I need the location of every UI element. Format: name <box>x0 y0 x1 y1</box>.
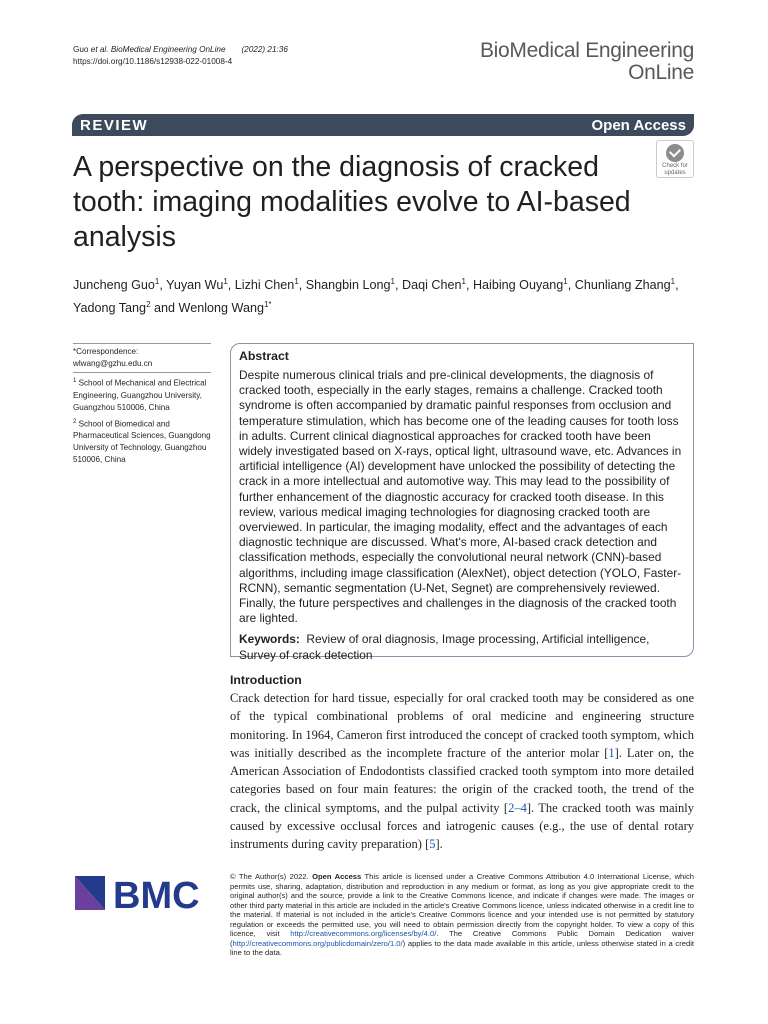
crossmark-icon <box>666 144 684 162</box>
author-affiliation-marker: 1 <box>563 277 568 286</box>
author-affiliation-marker: 1 <box>390 277 395 286</box>
citation-et-al: et al. <box>90 45 109 54</box>
reference-link[interactable]: 1 <box>608 745 615 760</box>
sidebar-divider <box>73 372 211 373</box>
journal-brand <box>480 40 694 84</box>
introduction-heading: Introduction <box>230 673 302 687</box>
check-for-updates-button[interactable] <box>656 140 694 178</box>
abstract-heading: Abstract <box>239 349 289 363</box>
author-name: Haibing Ouyang <box>472 278 564 293</box>
abstract-text: Despite numerous clinical trials and pre-clinical developments, the diagnosis of cracked tooth, especially in the early stages, remains a challenge. Cracked tooth syndrome is often accompanied by dramatic painful responses from occlusion and temperature stimulation, which has become one of the leading causes for tooth loss in adults. Current clinical diagnostical approaches for cracked tooth have been widely investigated based on X-rays, optical light, ultrasound wave, etc. Advances in artificial intelligence (AI) development have unlocked the possibility of detecting the crack in a more intellectual and automotive way. This may lead to the possibility of further enhancement of the diagnostic accuracy for cracked tooth disease. In this review, various medical imaging technologies for diagnosing cracked tooth are overviewed. In particular, the imaging modality, effect and the advantages of each diagnostic technique are discussed. What's more, AI-based crack detection and classification methods, especially the convolutional neural network (CNN)-based algorithms, including image classification (AlexNet), object detection (YOLO, Faster-RCNN), semantic segmentation (U-Net, Segnet) are comprehensively reviewed. Finally, the future perspectives and challenges in the diagnosis of the cracked tooth are lighted. <box>239 368 682 626</box>
author-separator: , <box>227 278 235 293</box>
affiliations-sidebar <box>73 343 211 468</box>
citation-authors: Guo <box>73 45 89 54</box>
sidebar-divider <box>73 343 211 344</box>
abstract-box <box>230 343 694 662</box>
affiliation-1: $^1$ School of Mechanical and Electrical Engineering, Guangzhou University, Guangzhou 510006, China <box>73 378 207 412</box>
author-name: Chunliang Zhang <box>574 278 671 293</box>
journal-brand-line2: OnLine <box>628 61 694 84</box>
article-type-bar <box>72 114 694 136</box>
author-name: Shangbin Long <box>305 278 391 293</box>
check-for-updates-label: Check for updates <box>662 163 688 176</box>
correspondence-email[interactable]: wlwang@gzhu.edu.cn <box>73 359 153 368</box>
author-affiliation-marker: 1 <box>670 277 676 286</box>
open-access-label: Open Access <box>591 116 686 134</box>
author-affiliation-marker: 2 <box>146 300 151 310</box>
author-affiliation-marker: 1* <box>263 300 272 310</box>
author-name: Lizhi Chen <box>234 278 295 293</box>
article-type-label: REVIEW <box>80 116 149 134</box>
keywords <box>239 632 685 662</box>
author-separator: , <box>298 278 306 293</box>
author-separator: and <box>150 301 179 316</box>
license-link[interactable]: http://creativecommons.org/licenses/by/4.0/ <box>290 929 437 938</box>
author-separator: , <box>159 278 167 293</box>
doi-link[interactable]: https://doi.org/10.1186/s12938-022-01008-4 <box>73 57 233 66</box>
bmc-logo-icon <box>73 873 213 913</box>
author-separator: , <box>567 278 575 293</box>
author-name: Juncheng Guo <box>73 278 155 293</box>
license-text: © The Author(s) 2022. Open Access This article is licensed under a Creative Commons Attribution 4.0 International License, which permits use, sharing, adaptation, distribution and reproduction in any medium or format, as long as you give appropriate credit to the original author(s) and the source, provide a link to the Creative Commons licence, and indicate if changes were made. The images or other third party material in this article are included in the article's Creative Commons licence, unless indicated otherwise in a credit line to the material. If material is not included in the article's Creative Commons licence and your intended use is not permitted by statutory regulation or exceeds the permitted use, you will need to obtain permission directly from the copyright holder. To view a copy of this licence, visit http://creativecommons.org/licenses/by/4.0/. The Creative Commons Public Domain Dedication waiver (http://creativecommons.org/publicdomain/zero/1.0/) applies to the data made available in this article, unless otherwise stated in a credit line to the data. <box>230 872 694 957</box>
journal-brand-line1: BioMedical Engineering <box>479 39 694 62</box>
author-affiliation-marker: 1 <box>223 277 228 286</box>
author-name: Yuyan Wu <box>166 278 224 293</box>
author-name: Yadong Tang <box>73 301 147 316</box>
author-affiliation-marker: 1 <box>154 277 160 286</box>
keywords-label: Keywords: <box>239 632 300 647</box>
keywords-text: Review of oral diagnosis, Image processing, Artificial intelligence, Survey of crack detection <box>239 632 650 662</box>
article-title: A perspective on the diagnosis of cracked tooth: imaging modalities evolve to AI-based analysis <box>73 151 631 253</box>
author-separator: , <box>465 278 473 293</box>
correspondence-label: *Correspondence: <box>73 347 139 356</box>
author-separator: , <box>394 278 402 293</box>
citation-journal: BioMedical Engineering OnLine <box>110 45 226 54</box>
author-separator: , <box>675 278 679 293</box>
svg-text:BMC: BMC <box>113 875 200 913</box>
affiliation-2: $^2$ School of Biomedical and Pharmaceutical Sciences, Guangdong University of Technology, Guangzhou 510006, China <box>73 418 211 465</box>
reference-link[interactable]: 5 <box>429 837 436 852</box>
citation-year-volume: (2022) 21:36 <box>241 45 288 54</box>
public-domain-link[interactable]: http://creativecommons.org/publicdomain/zero/1.0/ <box>232 938 403 948</box>
bmc-logo <box>73 873 213 913</box>
reference-link[interactable]: 2–4 <box>508 800 527 815</box>
author-affiliation-marker: 1 <box>461 277 466 286</box>
author-name: Daqi Chen <box>401 278 462 293</box>
author-name: Wenlong Wang <box>178 301 264 316</box>
introduction-paragraph: Crack detection for hard tissue, especially for oral cracked tooth may be considered as one of the typical combinational problems of oral medicine and engineering structure monitoring. In 1964, Cameron first introduced the concept of cracked tooth symptom, which was initially described as the incomplete fracture of the anterior molar [1]. Later on, the American Association of Endodontists classified cracked tooth symptom into more detailed categories based on four main features: the origin of the cracked tooth, the trend of the crack, the clinical symptoms, and the pulpal activity [2–4]. The cracked tooth was mainly caused by excessive occlusal forces and iatrogenic causes (e.g., the use of dental rotary instruments during cavity preparation) [5]. <box>230 691 694 852</box>
author-list <box>73 272 695 318</box>
citation-header <box>73 44 288 68</box>
author-affiliation-marker: 1 <box>294 277 299 286</box>
